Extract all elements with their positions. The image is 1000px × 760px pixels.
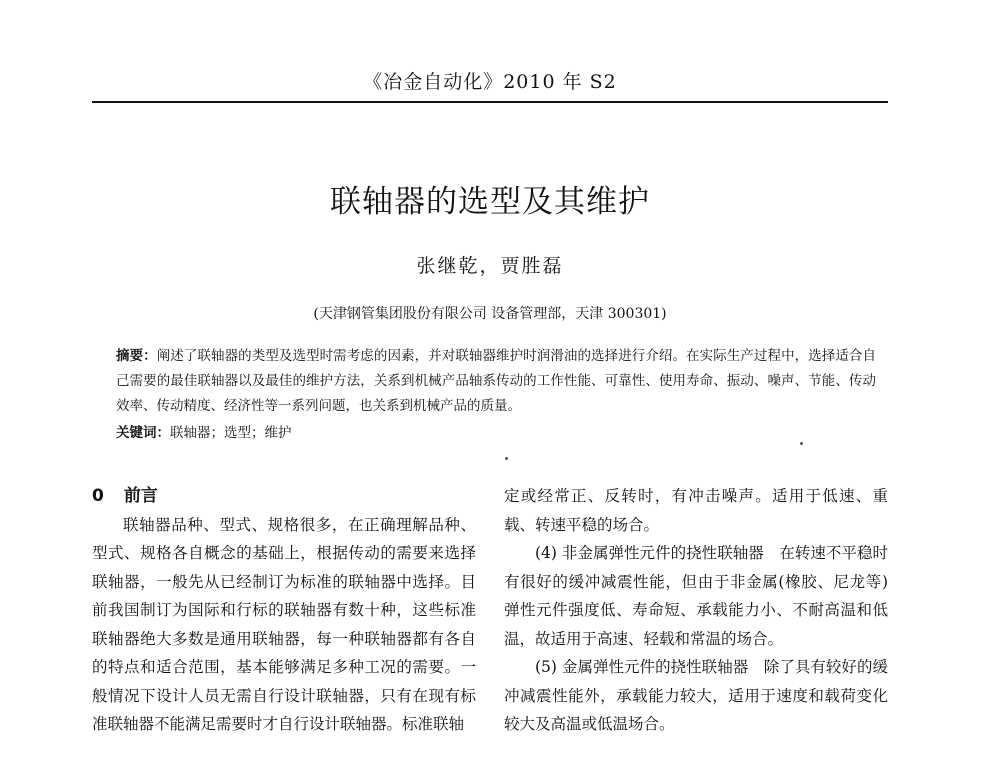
scan-speck xyxy=(505,457,508,460)
section-heading xyxy=(92,482,476,511)
continued-paragraph: 定或经常正、反转时，有冲击噪声。适用于低速、重载、转速平稳的场合。 xyxy=(504,487,888,534)
scan-speck xyxy=(800,442,803,445)
abstract-text: 阐述了联轴器的类型及选型时需考虑的因素，并对联轴器维护时润滑油的选择进行介绍。在实际生产过程中，选择适合自己需要的最佳联轴器以及最佳的维护方法，关系到机械产品轴系传动的工作性能、可靠性、使用寿命、振动、噪声、节能、传动效率、传动精度、经济性等一系列问题，也关系到机械产品的质量。 xyxy=(116,348,876,414)
abstract xyxy=(116,344,876,419)
article-authors: 张继乾，贾胜磊 xyxy=(416,255,564,277)
article-affiliation: (天津钢管集团股份有限公司 设备管理部，天津 300301) xyxy=(313,306,667,322)
section-title: 前言 xyxy=(123,486,158,506)
header-rule xyxy=(92,101,888,103)
article-title: 联轴器的选型及其维护 xyxy=(330,184,650,220)
abstract-label: 摘要： xyxy=(116,348,157,364)
running-header: 《冶金自动化》2010 年 S2 xyxy=(363,71,617,93)
list-item-5: (5) 金属弹性元件的挠性联轴器 除了具有较好的缓冲减震性能外，承载能力较大，适用于速度和载荷变化较大及高温或低温场合。 xyxy=(504,658,888,733)
keywords-label: 关键词： xyxy=(116,425,170,441)
right-column xyxy=(504,482,888,739)
left-column xyxy=(92,482,476,739)
section-number: 0 xyxy=(92,486,104,506)
keywords-text: 联轴器；选型；维护 xyxy=(170,425,292,441)
keywords xyxy=(116,421,876,446)
list-item-4: (4) 非金属弹性元件的挠性联轴器 在转速不平稳时有很好的缓冲减震性能，但由于非金属(橡胶、尼龙等)弹性元件强度低、寿命短、承载能力小、不耐高温和低温，故适用于高速、轻载和常温的场合。 xyxy=(504,544,888,648)
intro-paragraph: 联轴器品种、型式、规格很多，在正确理解品种、型式、规格各自概念的基础上，根据传动的需要来选择联轴器，一般先从已经制订为标准的联轴器中选择。目前我国制订为国际和行标的联轴器有数十种，这些标准联轴器绝大多数是通用联轴器，每一种联轴器都有各自的特点和适合范围，基本能够满足多种工况的需要。一般情况下设计人员无需自行设计联轴器，只有在现有标准联轴器不能满足需要时才自行设计联轴器。标准联轴 xyxy=(92,515,476,733)
